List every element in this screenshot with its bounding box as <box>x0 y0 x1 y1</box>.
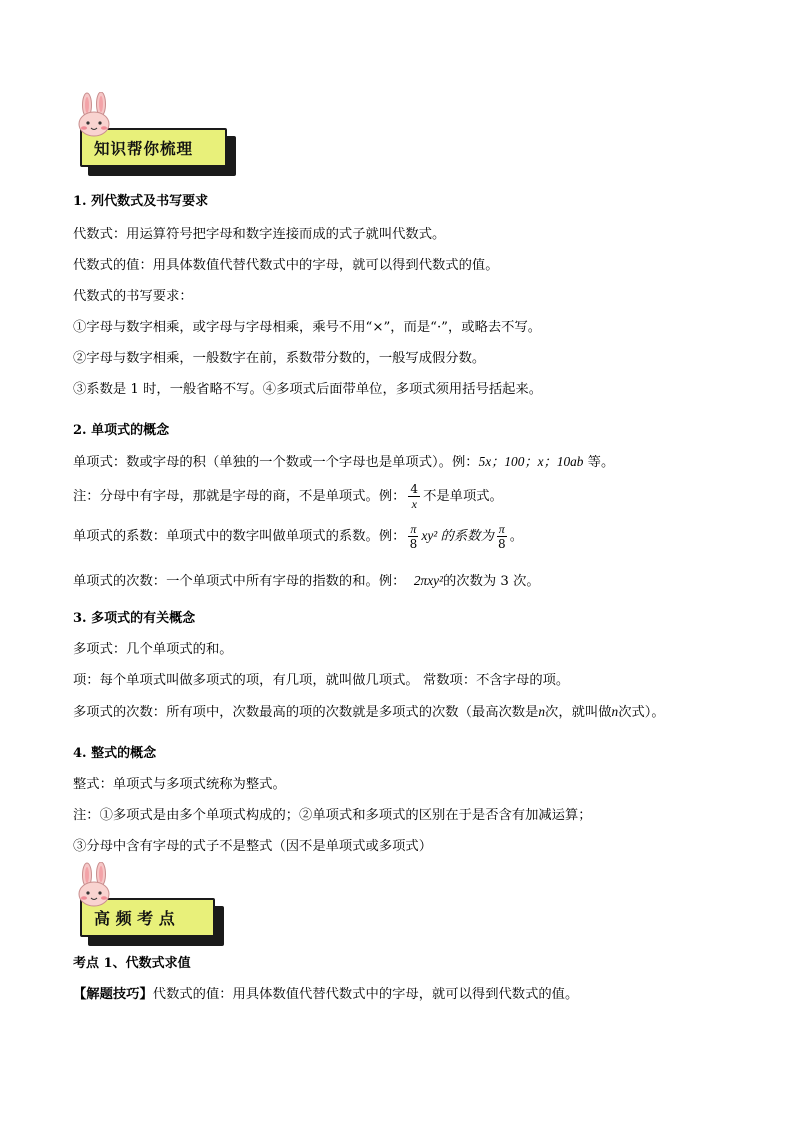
section-heading-3: 3. 多项式的有关概念 <box>73 611 196 626</box>
text-line: 整式：单项式与多项式统称为整式。 <box>73 777 286 792</box>
text-line <box>73 572 540 591</box>
text: 。 <box>509 529 524 544</box>
text-line <box>73 482 503 511</box>
text: 单项式的次数：一个单项式中所有字母的指数的和。例： <box>73 574 406 589</box>
text: 单项式：数或字母的积（单独的一个数或一个字母也是单项式）。例： <box>73 455 479 470</box>
text-line: 多项式：几个单项式的和。 <box>73 642 233 657</box>
section-heading-1: 1. 列代数式及书写要求 <box>73 194 209 209</box>
math-variable: n <box>538 704 546 719</box>
text-line: ①字母与数字相乘，或字母与字母相乘，乘号不用“×”，而是“·”，或略去不写。 <box>73 320 542 335</box>
fraction <box>497 522 507 551</box>
text: 的次数为 3 次。 <box>443 574 540 589</box>
text-line: 项：每个单项式叫做多项式的项，有几项，就叫做几项式。 常数项：不含字母的项。 <box>73 673 570 688</box>
fraction <box>408 522 418 551</box>
bunny-icon <box>72 92 116 138</box>
fraction <box>408 482 420 511</box>
text-line <box>73 703 665 722</box>
math-variable: n <box>611 704 619 719</box>
text-line: ③系数是 1 时，一般省略不写。④多项式后面带单位，多项式须用括号括起来。 <box>73 382 543 397</box>
text-line: 代数式的值：用具体数值代替代数式中的字母，就可以得到代数式的值。 <box>73 258 499 273</box>
denominator: 8 <box>497 537 506 551</box>
text: 单项式的系数：单项式中的数字叫做单项式的系数。例： <box>73 529 406 544</box>
text-line: 代数式的书写要求： <box>73 289 193 304</box>
text: 不是单项式。 <box>423 489 503 504</box>
text: 代数式的值：用具体数值代替代数式中的字母，就可以得到代数式的值。 <box>152 987 579 1002</box>
text-line <box>73 453 614 472</box>
section-heading-2: 2. 单项式的概念 <box>73 423 170 438</box>
section-heading-4: 4. 整式的概念 <box>73 746 157 761</box>
numerator: π <box>410 522 417 536</box>
numerator: 4 <box>410 482 419 496</box>
text: 多项式的次数：所有项中，次数最高的项的次数就是多项式的次数（最高次数是 <box>73 705 539 720</box>
text-line: 代数式：用运算符号把字母和数字连接而成的式子就叫代数式。 <box>73 227 446 242</box>
badge-title-knowledge: 知识帮你梳理 <box>94 140 194 158</box>
text: 次，就叫做 <box>545 705 612 720</box>
denominator: 8 <box>409 537 418 551</box>
denominator: x <box>411 497 417 511</box>
badge-title-hot: 高 频 考 点 <box>94 909 175 928</box>
math-example: 2πxy² <box>413 573 443 588</box>
text-line <box>73 522 523 551</box>
text-line: ③分母中含有字母的式子不是整式（因不是单项式或多项式） <box>73 839 433 854</box>
tip-label: 【解题技巧】 <box>73 987 153 1002</box>
numerator: π <box>498 522 505 536</box>
text-line <box>73 986 578 1004</box>
text: 次式）。 <box>618 705 665 720</box>
text: 等。 <box>583 455 615 470</box>
math-example: xy² 的系数为 <box>421 528 494 543</box>
math-example: 5x；100；x；10ab <box>478 454 584 469</box>
text: 注：分母中有字母，那就是字母的商，不是单项式。例： <box>73 489 406 504</box>
text-line: ②字母与数字相乘，一般数字在前，系数带分数的，一般写成假分数。 <box>73 351 486 366</box>
text-line: 注：①多项式是由多个单项式构成的；②单项式和多项式的区别在于是否含有加减运算； <box>73 808 592 823</box>
bunny-icon <box>72 862 116 908</box>
kaodian-heading: 考点 1、代数式求值 <box>73 956 191 971</box>
